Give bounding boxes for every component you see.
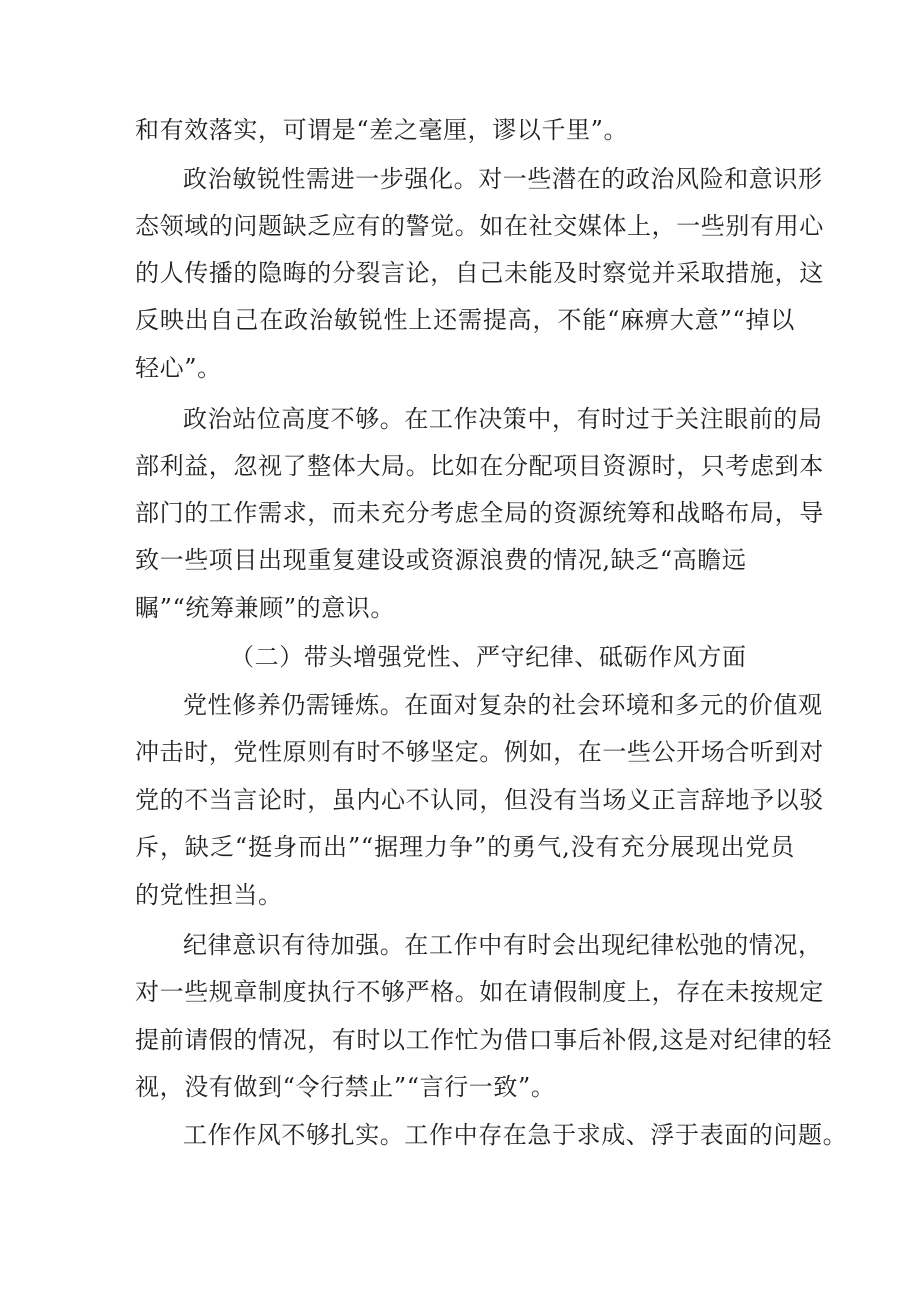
text-line-19: 对一些规章制度执行不够严格。如在请假制度上，存在未按规定 [135,978,824,1006]
text-line-11: 瞩”“统筹兼顾”的意识。 [135,594,396,622]
text-line-6: 轻心”。 [135,354,222,382]
text-line-22: 工作作风不够扎实。工作中存在急于求成、浮于表面的问题。 [183,1121,848,1149]
text-line-18: 纪律意识有待加强。在工作中有时会出现纪律松弛的情况， [183,931,823,959]
text-line-4: 的人传播的隐晦的分裂言论，自己未能及时察觉并采取措施，这 [135,259,824,287]
text-line-21: 视，没有做到“令行禁止”“言行一致”。 [135,1073,556,1101]
text-line-17: 的党性担当。 [135,881,283,909]
text-line-2: 政治敏锐性需进一步强化。对一些潜在的政治风险和意识形 [183,165,823,193]
text-line-15: 党的不当言论时，虽内心不认同，但没有当场义正言辞地予以驳 [135,786,824,814]
text-line-13: 党性修养仍需锤炼。在面对复杂的社会环境和多元的价值观 [183,691,823,719]
text-line-16: 斥，缺乏“挺身而出”“据理力争”的勇气,没有充分展现出党员 [135,833,795,861]
text-line-8: 部利益，忽视了整体大局。比如在分配项目资源时，只考虑到本 [135,452,824,480]
text-line-3: 态领域的问题缺乏应有的警觉。如在社交媒体上，一些别有用心 [135,212,824,240]
section-heading: （二）带头增强党性、严守纪律、砥砺作风方面 [230,643,747,671]
text-line-1: 和有效落实，可谓是“差之毫厘，谬以千里”。 [135,116,629,144]
text-line-5: 反映出自己在政治敏锐性上还需提高，不能“麻痹大意”“掉以 [135,306,795,334]
text-line-9: 部门的工作需求，而未充分考虑全局的资源统筹和战略布局，导 [135,499,824,527]
text-line-10: 致一些项目出现重复建设或资源浪费的情况,缺乏“高瞻远 [135,546,747,574]
text-line-20: 提前请假的情况，有时以工作忙为借口事后补假,这是对纪律的轻 [135,1026,833,1054]
text-line-7: 政治站位高度不够。在工作决策中，有时过于关注眼前的局 [183,405,823,433]
text-line-14: 冲击时，党性原则有时不够坚定。例如，在一些公开场合听到对 [135,738,824,766]
